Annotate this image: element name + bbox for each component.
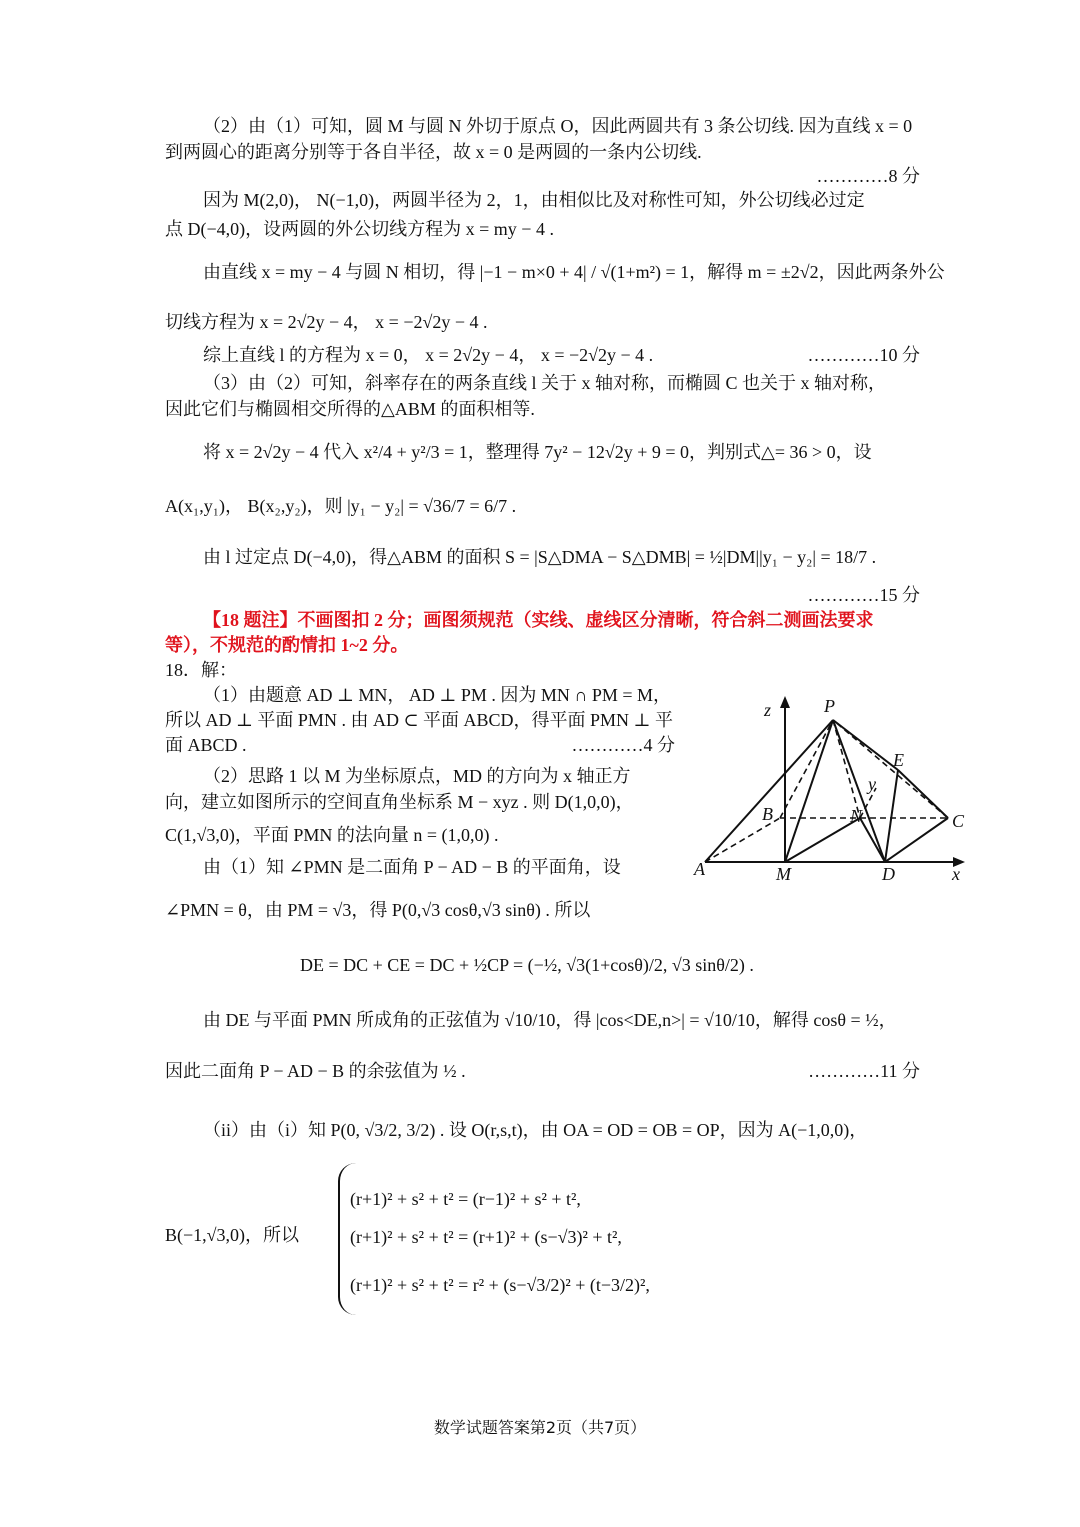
score-mark: …………10 分 (807, 345, 920, 365)
grading-note: 等），不规范的酌情扣 1~2 分。 (165, 635, 409, 655)
figure-label: z (764, 700, 772, 720)
figure-label: A (694, 859, 705, 879)
score-mark: …………11 分 (808, 1061, 920, 1081)
text-line: 点 D(−4,0)，设两圆的外公切线方程为 x = my − 4 . (165, 219, 554, 239)
text-line: （ii）由（i）知 P(0, √3/2, 3/2) . 设 O(r,s,t)，由 OA = OD = OB = OP，因为 A(−1,0,0)， (203, 1120, 868, 1140)
figure-label: y (868, 774, 876, 794)
text-line: 由直线 x = my − 4 与圆 N 相切，得 |−1 − m×0 + 4| / √(1+m²) = 1，解得 m = ±2√2，因此两条外公 (203, 262, 945, 282)
question-heading: 18．解： (165, 660, 237, 680)
grading-note: 【18 题注】不画图扣 2 分；画图须规范（实线、虚线区分清晰，符合斜二测画法要求 (203, 610, 874, 630)
figure-label: x (952, 864, 960, 884)
score-mark: …………4 分 (571, 735, 675, 755)
text-line: 由 DE 与平面 PMN 所成角的正弦值为 √10/10，得 |cos<DE,n>| = √10/10，解得 cosθ = ½， (203, 1010, 897, 1030)
text-line: （2）思路 1 以 M 为坐标原点，MD 的方向为 x 轴正方 (203, 766, 631, 786)
equation: (r+1)² + s² + t² = r² + (s−√3/2)² + (t−3/2)², (350, 1275, 650, 1295)
text-line: 由（1）知 ∠PMN 是二面角 P − AD − B 的平面角，设 (203, 857, 621, 877)
score-mark: …………8 分 (816, 166, 920, 186)
figure-label: M (776, 864, 791, 884)
text-line: 因此二面角 P − AD − B 的余弦值为 ½ . (165, 1061, 466, 1081)
text-line: 面 ABCD . (165, 735, 247, 755)
text-line: 到两圆心的距离分别等于各自半径，故 x = 0 是两圆的一条内公切线. (165, 142, 702, 162)
figure-label: D (882, 864, 895, 884)
vector-formula: DE = DC + CE = DC + ½CP = (−½, √3(1+cosθ)/2, √3 sinθ/2) . (300, 955, 754, 975)
score-mark: …………15 分 (807, 585, 920, 605)
text-line: ∠PMN = θ，由 PM = √3，得 P(0,√3 cosθ,√3 sinθ) . 所以 (165, 900, 591, 920)
text-line: 因为 M(2,0)， N(−1,0)，两圆半径为 2，1，由相似比及对称性可知，外公切线必过定 (203, 190, 865, 210)
figure-label: N (850, 806, 863, 826)
pyramid-figure (690, 690, 980, 890)
text-line: 因此它们与椭圆相交所得的△ABM 的面积相等. (165, 399, 535, 419)
text-line: （2）由（1）可知，圆 M 与圆 N 外切于原点 O，因此两圆共有 3 条公切线. 因为直线 x = 0 (203, 116, 913, 136)
text-line: A(x₁,y₁)， B(x₂,y₂)，则 |y₁ − y₂| = √36/7 = 6/7 . (165, 496, 517, 516)
text-line: （3）由（2）可知，斜率存在的两条直线 l 关于 x 轴对称，而椭圆 C 也关于 x 轴对称， (203, 373, 887, 393)
text-line: 所以 AD ⊥ 平面 PMN . 由 AD ⊂ 平面 ABCD，得平面 PMN ⊥ 平 (165, 710, 673, 730)
figure-label: B (762, 804, 773, 824)
text-line: 向，建立如图所示的空间直角坐标系 M − xyz . 则 D(1,0,0)， (165, 792, 634, 812)
text-line: 综上直线 l 的方程为 x = 0， x = 2√2y − 4， x = −2√2y − 4 . (203, 345, 654, 365)
figure-label: P (824, 696, 835, 716)
text-line: （1）由题意 AD ⊥ MN， AD ⊥ PM . 因为 MN ∩ PM = M， (203, 685, 672, 705)
equation: (r+1)² + s² + t² = (r−1)² + s² + t², (350, 1189, 581, 1209)
text-line: B(−1,√3,0)，所以 (165, 1225, 300, 1245)
text-line: 将 x = 2√2y − 4 代入 x²/4 + y²/3 = 1，整理得 7y² − 12√2y + 9 = 0，判别式△= 36 > 0，设 (203, 442, 872, 462)
text-line: 切线方程为 x = 2√2y − 4， x = −2√2y − 4 . (165, 312, 488, 332)
text-line: C(1,√3,0)，平面 PMN 的法向量 n = (1,0,0) . (165, 825, 499, 845)
text-line: 由 l 过定点 D(−4,0)，得△ABM 的面积 S = |S△DMA − S△DMB| = ½|DM||y₁ − y₂| = 18/7 . (203, 547, 877, 567)
page-footer: 数学试题答案第2页（共7页） (433, 1418, 647, 1437)
figure-label: C (952, 811, 965, 831)
equation-system (338, 1163, 900, 1315)
equation: (r+1)² + s² + t² = (r+1)² + (s−√3)² + t², (350, 1227, 622, 1247)
figure-label: E (893, 750, 904, 770)
